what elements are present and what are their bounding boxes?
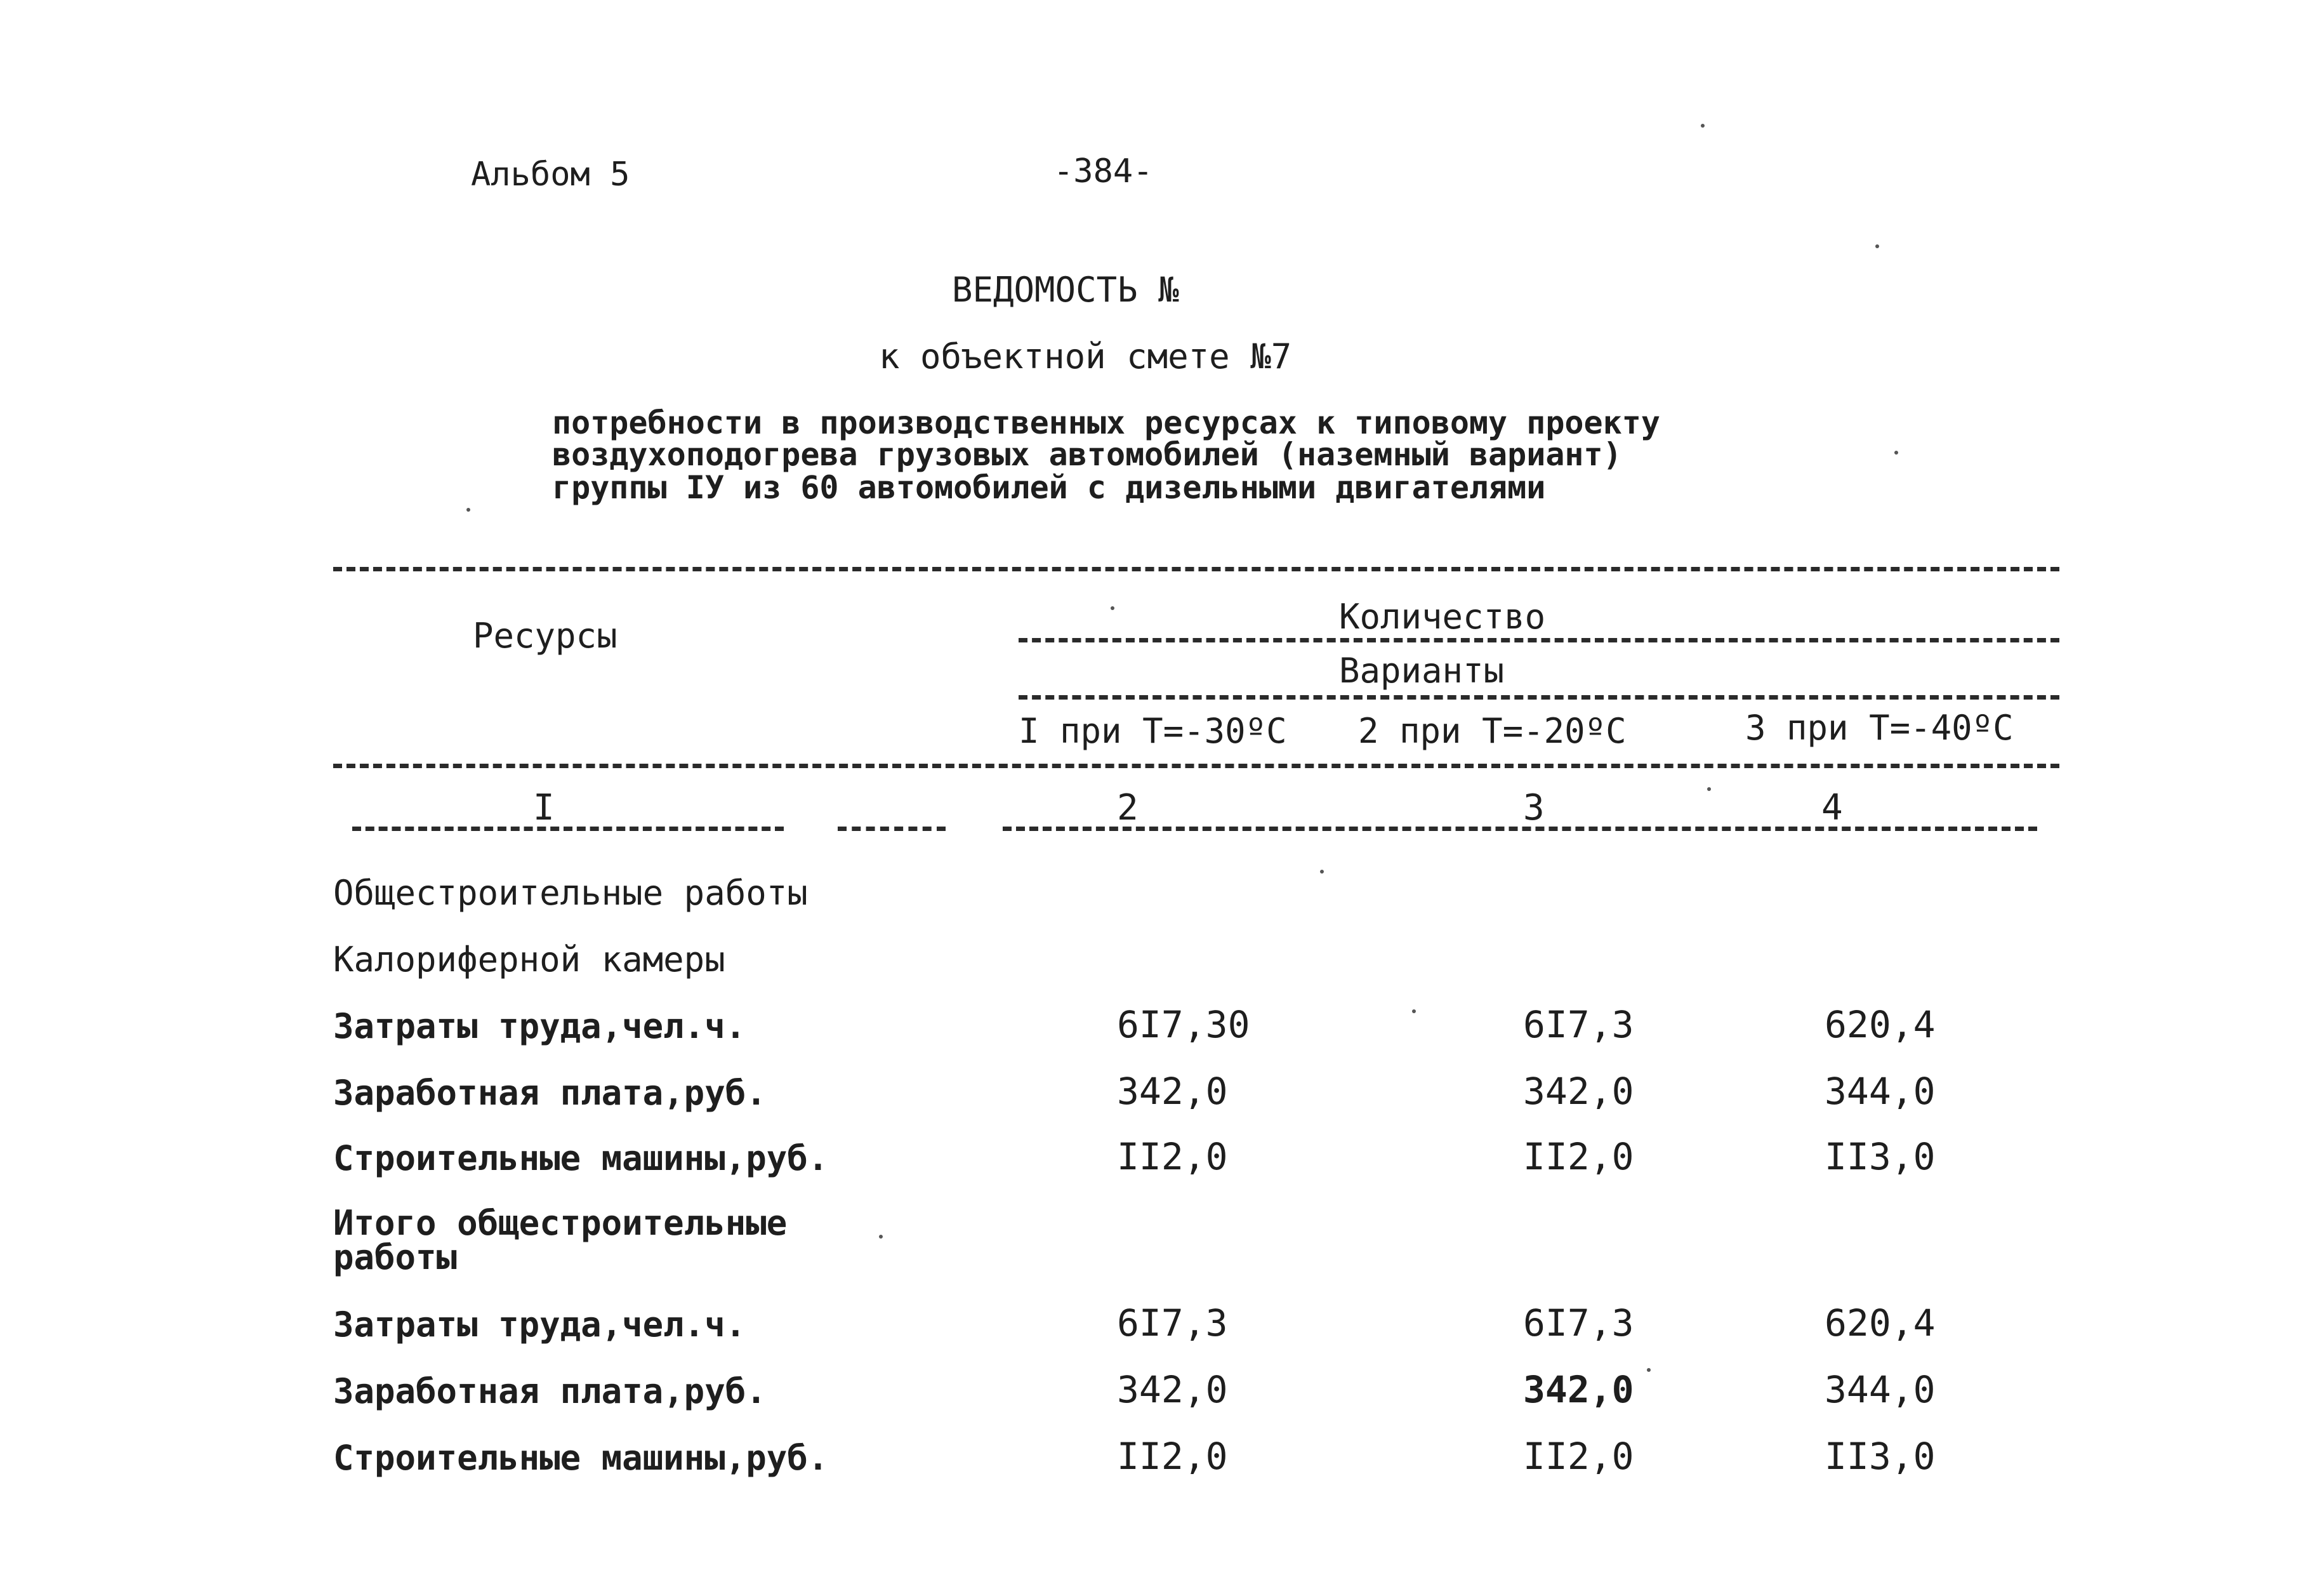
column-number-rule-b [838,827,946,831]
scan-speck [1894,451,1898,455]
variant-column-1: I при Т=-30ºС [1019,711,1287,751]
row-value-variant-3: II3,0 [1825,1435,1936,1478]
column-number-4: 4 [1821,787,1843,828]
column-number-1: I [533,787,555,828]
row-value-variant-3: II3,0 [1825,1135,1936,1178]
scan-speck [1111,606,1114,610]
document-subheading: к объектной смете №7 [879,336,1292,376]
table-top-rule [333,567,2059,571]
row-value-variant-1: II2,0 [1117,1435,1228,1478]
row-label: Калориферной камеры [333,940,725,980]
row-label: Затраты труда,чел.ч. [333,1006,746,1046]
row-value-variant-3: 344,0 [1825,1368,1936,1411]
row-value-variant-1: II2,0 [1117,1135,1228,1178]
resources-header: Ресурсы [473,616,617,656]
scan-speck [466,508,470,512]
variants-header: Варианты [1339,651,1505,691]
variants-rule [1019,695,2059,700]
description-line-2: воздухоподогрева грузовых автомобилей (наземный вариант) [552,436,1622,473]
column-number-rule-c [1003,827,2037,831]
scan-speck [1320,870,1324,874]
album-label: Альбом 5 [471,156,630,194]
quantity-rule [1019,638,2059,642]
row-value-variant-2: 6I7,3 [1523,1301,1634,1345]
quantity-header: Количество [1339,597,1546,637]
scan-speck [1701,124,1705,128]
row-label: Итого общестроительные работы [333,1203,788,1277]
column-number-rule-a [352,827,784,831]
row-value-variant-1: 6I7,3 [1117,1301,1228,1345]
row-value-variant-3: 344,0 [1825,1070,1936,1113]
row-label: Строительные машины,руб. [333,1138,829,1178]
variant-column-2: 2 при Т=-20ºС [1358,711,1627,751]
column-number-2: 2 [1117,787,1139,828]
row-value-variant-3: 620,4 [1825,1003,1936,1046]
variant-column-3: 3 при Т=-40ºС [1745,708,2014,748]
row-value-variant-2: 342,0 [1523,1070,1634,1113]
column-number-3: 3 [1523,787,1545,828]
description-line-3: группы IУ из 60 автомобилей с дизельными двигателями [552,469,1546,506]
description-line-1: потребности в производственных ресурсах к типовому проекту [552,404,1660,441]
scan-speck [1875,244,1879,248]
row-value-variant-2: II2,0 [1523,1435,1634,1478]
row-label: Общестроительные работы [333,873,808,913]
row-value-variant-1: 6I7,30 [1117,1003,1250,1046]
row-value-variant-2: II2,0 [1523,1135,1634,1178]
row-label: Заработная плата,руб. [333,1371,767,1411]
scan-speck [1412,1009,1416,1013]
row-label: Заработная плата,руб. [333,1073,767,1113]
scan-speck [879,1235,883,1239]
row-value-variant-2: 342,0 [1523,1368,1634,1411]
row-label: Затраты труда,чел.ч. [333,1305,746,1345]
scan-speck [1647,1368,1651,1372]
row-value-variant-1: 342,0 [1117,1368,1228,1411]
row-value-variant-3: 620,4 [1825,1301,1936,1345]
scan-speck [1707,787,1711,791]
page-number: -384- [1053,152,1153,190]
row-label: Строительные машины,руб. [333,1438,829,1478]
row-value-variant-1: 342,0 [1117,1070,1228,1113]
document-heading: ВЕДОМОСТЬ № [952,270,1179,310]
row-value-variant-2: 6I7,3 [1523,1003,1634,1046]
header-bottom-rule [333,764,2059,768]
